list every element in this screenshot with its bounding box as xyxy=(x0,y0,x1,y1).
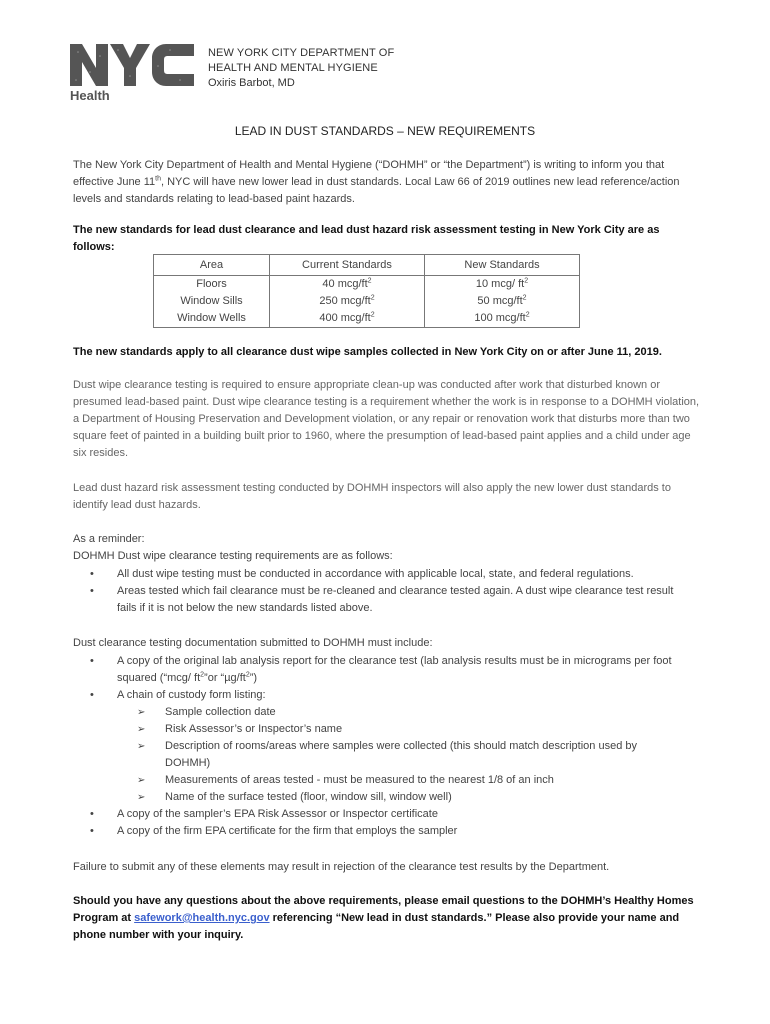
arrow-bullet-icon: ➢ xyxy=(137,707,146,718)
arrow-bullet-icon: ➢ xyxy=(137,724,146,735)
bullet-icon: • xyxy=(90,568,94,580)
bullet-icon: • xyxy=(90,689,94,701)
table-cell: 250 mcg/$ft^2$ xyxy=(270,293,425,310)
table-cell: 400 mcg/$ft^2$ xyxy=(270,310,425,328)
arrow-bullet-icon: ➢ xyxy=(137,792,146,803)
nyc-health-logo xyxy=(70,42,198,106)
table-row xyxy=(154,293,580,310)
intro-text-a: The New York City Department of Health and Mental Hygiene (“DOHMH” or “the Department”) is writing to inform you that effective June 11 xyxy=(73,159,665,188)
table-header-row xyxy=(154,255,580,276)
table-header-current: Current Standards xyxy=(270,255,425,276)
failure-note: Failure to submit any of these elements may result in rejection of the clearance test results by the Department. xyxy=(73,861,610,873)
standards-table xyxy=(153,254,580,328)
agency-name-line2: HEALTH AND MENTAL HYGIENE xyxy=(208,62,378,74)
risk-assessment-paragraph: Lead dust hazard risk assessment testing conducted by DOHMH inspectors will also apply the new lower dust standards to identify lead dust hazards. xyxy=(73,482,671,511)
documentation-intro: Dust clearance testing documentation submitted to DOHMH must include: xyxy=(73,637,433,649)
documentation-list xyxy=(90,653,687,840)
agency-block xyxy=(208,46,394,91)
table-cell: 50 mcg/$ft^2$ xyxy=(425,293,580,310)
agency-name-line1: NEW YORK CITY DEPARTMENT OF xyxy=(208,47,395,59)
list-item: • Areas tested which fail clearance must be re-cleaned and clearance tested again. A dust wipe clearance test result fails if it is not below the new standards listed above. xyxy=(90,585,674,614)
list-item: • A copy of the original lab analysis report for the clearance test (lab analysis results must be in micrograms per foot squared (“mcg/ $ft^2”or$ “$\mu g/ft^2$”) xyxy=(90,655,672,684)
list-item: • A chain of custody form listing: ➢ Sample collection date ➢ Risk Assessor’s or Inspector’s name ➢ Description of rooms/areas where samples were collected (this should match description used by DOHMH) ➢ Measurements of areas tested - must be measured to the nearest 1/8 of an inch ➢ Name of the surface tested (floor, window sill, window well) xyxy=(90,687,687,806)
table-cell: Floors xyxy=(154,276,270,294)
clearance-paragraph: Dust wipe clearance testing is required to ensure appropriate clean-up was conducted after work that disturbed known or presumed lead-based paint. Dust wipe clearance testing is a requirement whether the work is in response to a DOHMH violation, a Department of Housing Preservation and Development violation, or any repair or renovation work that disturbs more than two square feet of painted in a building built prior to 1960, where the presumption of lead-based paint applies and a child under age six resides. xyxy=(73,379,700,459)
closing-paragraph: Should you have any questions about the above requirements, please email questions to the DOHMH’s Healthy Homes Program at safework@health.nyc.gov referencing “New lead in dust standards.” Please also provide your name and phone number with your inquiry. xyxy=(73,895,694,941)
table-cell: 40 mcg/$ft^2$ xyxy=(270,276,425,294)
commissioner-name: Oxiris Barbot, MD xyxy=(208,77,295,89)
table-row xyxy=(154,310,580,328)
reminder-heading: As a reminder: xyxy=(73,533,145,545)
nyc-logo-icon xyxy=(70,42,196,88)
logo-health-word: Health xyxy=(70,88,110,103)
reminder-intro: DOHMH Dust wipe clearance testing requirements are as follows: xyxy=(73,550,393,562)
list-item: • All dust wipe testing must be conducted in accordance with applicable local, state, and federal regulations. xyxy=(90,566,687,583)
document-title: LEAD IN DUST STANDARDS – NEW REQUIREMENTS xyxy=(234,124,536,138)
sub-list-item: ➢ Risk Assessor’s or Inspector’s name xyxy=(137,721,665,738)
intro-paragraph xyxy=(73,157,703,208)
standards-heading: The new standards for lead dust clearance and lead dust hazard risk assessment testing in New York City are as follows: xyxy=(73,224,660,253)
sub-list-item: ➢ Sample collection date xyxy=(137,704,665,721)
table-cell: Window Sills xyxy=(154,293,270,310)
sub-list-item: ➢ Description of rooms/areas where samples were collected (this should match description used by DOHMH) xyxy=(137,740,637,769)
apply-statement: The new standards apply to all clearance dust wipe samples collected in New York City on or after June 11, 2019. xyxy=(73,346,662,358)
arrow-bullet-icon: ➢ xyxy=(137,741,146,752)
table-cell: 10 mcg/ $ft^2$ xyxy=(425,276,580,294)
list-item: • A copy of the firm EPA certificate for the firm that employs the sampler xyxy=(90,823,687,840)
bullet-icon: • xyxy=(90,825,94,837)
custody-sublist xyxy=(117,704,687,806)
bullet-icon: • xyxy=(90,585,94,597)
bullet-icon: • xyxy=(90,655,94,667)
reminder-list xyxy=(90,566,687,617)
email-link[interactable]: safework@health.nyc.gov xyxy=(134,912,270,924)
arrow-bullet-icon: ➢ xyxy=(137,775,146,786)
sub-list-item: ➢ Name of the surface tested (floor, window sill, window well) xyxy=(137,789,665,806)
table-cell: Window Wells xyxy=(154,310,270,328)
intro-superscript: th xyxy=(155,175,161,183)
intro-text-b: , NYC will have new lower lead in dust standards. Local Law 66 of 2019 outlines new lead reference/action levels and standards relating to lead-based paint hazards. xyxy=(73,176,680,205)
table-header-area: Area xyxy=(154,255,270,276)
table-cell: 100 mcg/$ft^2$ xyxy=(425,310,580,328)
sub-list-item: ➢ Measurements of areas tested - must be measured to the nearest 1/8 of an inch xyxy=(137,772,665,789)
table-header-new: New Standards xyxy=(425,255,580,276)
bullet-icon: • xyxy=(90,808,94,820)
table-row xyxy=(154,276,580,294)
list-item: • A copy of the sampler’s EPA Risk Assessor or Inspector certificate xyxy=(90,806,687,823)
